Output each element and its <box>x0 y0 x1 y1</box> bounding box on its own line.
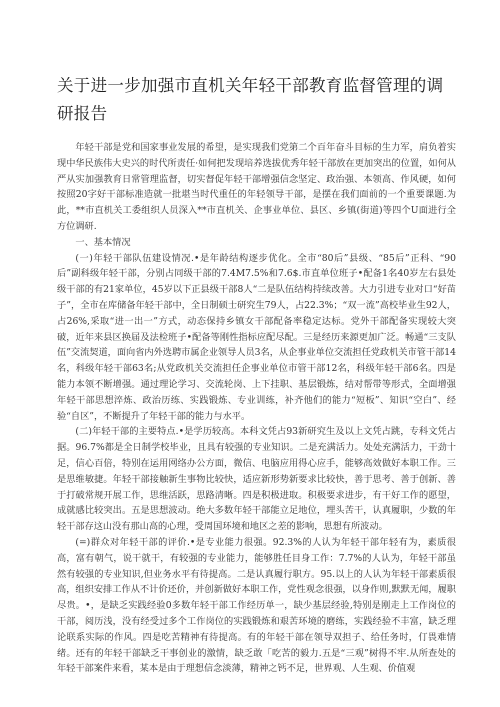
paragraph-main-characteristics: (二)年轻干部的主要特点.•是学历较高。本科文凭占93新研究生及以上文凭占跳，专科文凭占据。96.7%都是全日制学校毕业，且具有较强的专业知识。二是充满活力。处处充满活力，干劲十足，信心百倍，特别在运用网络办公方面，微信、电脑应用得心应手，能够高效做好本职工作。三是思维敏捷。年轻干部接触新生事物比较快，适应新形势新要求比较快，善于思考、善于创新、善于打破常规开展工作，思维活跃，思路清晰。四是积极进取。积极要求进步，有干好工作的愿望，成就感比较突出。五是思想波动。绝大多数年轻干部能立足地位，埋头苦干，认真履职，少数的年轻干部存这山没有那山高的心理，受周国环境和地区之差的影响，思想有所波动。 <box>57 426 456 533</box>
document-body <box>57 140 456 677</box>
paragraph-public-evaluation: (=)群众对年轻干部的评价.•是专业能力很强。92.3%的人认为年轻干部年轻有为，素质很高，富有朝气，说干就干，有较强的专业能力，能够胜任目身工作：7.7%的人认为，年轻干部虽然有较强的专业知识,但业务水平有待提高。二是认真履行职方。95.以上的人认为年轻干部素质很高，组织安排工作从不计价还价，并创新做好本职工作，党性观念很强，以身作则,默默无闻，履职尽贵。•，是缺乏实践经验0多数年轻干部工作经历单一，缺少基层经验,特别是刚走上工作岗位的干部，阅历浅，没有经受过多个工作岗位的实践锻炼和艰苦环境的磨练，实践经验不丰富，缺乏理论联系实际的作风。四是吃苦精神有待提高。有的年轻干部在领导双担子、给任务时，仃畏难情绪。还有的年轻干部缺乏干事创业的激情，缺乏敢「吃苦的毅力.五是“三观”树得不牢.从所查处的年轻干部案件来看，某本是由于理想信念淡薄，精神之钙不足，世界观、人生观、价值观 <box>57 536 456 675</box>
intro-paragraph: 年轻干部是党和国家事业发展的希望，是实现我们党第二个百年奋斗目标的生力军，肩负着实现中华民族伟大史兴的时代所责任·如何把发现培养选拔优秀年轻干部放在更加突出的位置，如何从严从实加强教育日常管理监督，切实督促年轻干部增强信念坚定、政治强、本领高、作风硬，如何按照20字好干部标准造就一批堪当时代重任的年轻领导干部，是摆在我们面前的一个重要课题.为此，**市直机关工委组织人员深入**市直机关、企事业单位、县区、乡镇(街道)等四个U面进行全方位调研. <box>57 142 456 232</box>
paragraph-cadre-team-building: (一)年轻干部队伍建设情况.•是年龄结构逐步优化。全市“80后”县级、“85后”正科、“90后”副科级年轻干部，分别占同级干部的7.4M7.5%和7.6$.市直单位班子•配备1名40岁左右县处级干部的有21家单位，45岁以下正县级干部8人“二是队伍结构持续改善。大力引进专业对口“好苗子”，全市在库储备年轻干部中，全日制硕士研究生79人，占22.3%；“双一流”高校毕业生92人，占26%,采取“进一出一”方式，动态保持乡镇女干部配备率稳定达标。党外干部配备实现较大突破，近年来县区换届及法检班子•配备等刚性指标应配尽配。三是经历来源更加广泛。畅通“三支队伍”交流契道，面向省内外选聘市属企业领导人员3名，从企事业单位交流担任党政机关市管干部14名，科级年轻干部63名;从党政机关交流担任企事业单位市管干部12名，科级年轻干部6名。四是能力本领不断增强。通过理论学习、交流轮岗、上下挂职、基层锻炼，结对帮带等形式，全面增强年轻干部思想淬炼、政治历练、实践锻炼、专业训练，补齐他们的能力“短板”、知识“空白”、经验“自区”，不断提升了年轻干部的能力与水平。 <box>57 252 456 422</box>
document-title: 关于进一步加强市直机关年轻干部教育监督管理的调研报告 <box>57 76 444 123</box>
section-heading-basic-situation: 一、基本情况 <box>75 236 131 248</box>
